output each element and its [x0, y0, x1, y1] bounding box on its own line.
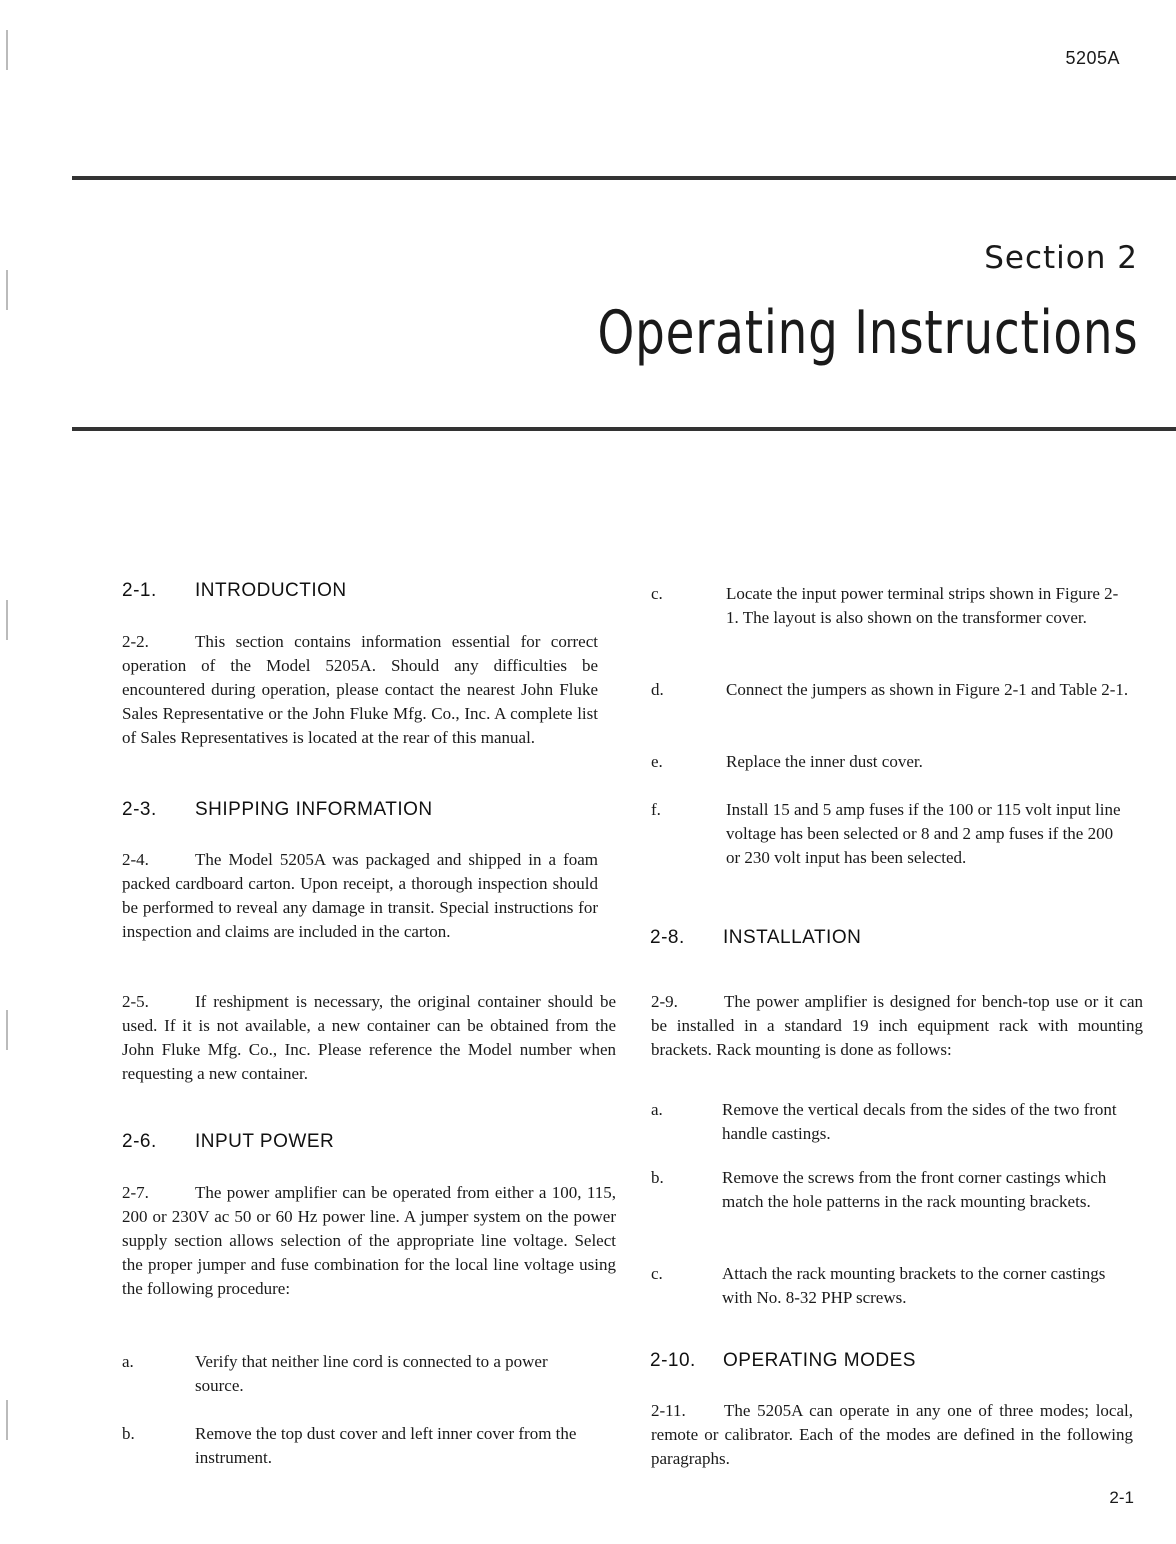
rack-step-b: b. Remove the screws from the front corner castings which match the hole patterns in the rack mounting brackets. [651, 1168, 1107, 1211]
rack-step-c: c. Attach the rack mounting brackets to the corner castings with No. 8-32 PHP screws. [651, 1264, 1106, 1307]
paragraph-2-5: 2-5. If reshipment is necessary, the original container should be used. If it is not available, a new container can be obtained from the John Fluke Mfg. Co., Inc. Please reference the Model number when requesting a new container. [122, 992, 616, 1083]
page-number: 2-1 [1109, 1488, 1134, 1507]
header-rule [72, 176, 1176, 180]
margin-mark [6, 1010, 8, 1050]
rack-step-a: a. Remove the vertical decals from the sides of the two front handle castings. [651, 1100, 1117, 1143]
title-rule [72, 427, 1176, 431]
step-d: d. Connect the jumpers as shown in Figure 2-1 and Table 2-1. [651, 680, 1129, 699]
step-f: f. Install 15 and 5 amp fuses if the 100 or 115 volt input line voltage has been selected or 8 and 2 amp fuses if the 200 or 230 volt input has been selected. [651, 800, 1121, 867]
paragraph-2-11: 2-11. The 5205A can operate in any one of three modes; local, remote or calibrator. Each of the modes are defined in the following paragraphs. [651, 1401, 1133, 1468]
heading-2-10: 2-10. OPERATING MODES [650, 1350, 916, 1371]
heading-2-1: 2-1. INTRODUCTION [122, 580, 347, 601]
margin-mark [6, 600, 8, 640]
paragraph-2-4: 2-4. The Model 5205A was packaged and shipped in a foam packed cardboard carton. Upon receipt, a thorough inspection should be performed to reveal any damage in transit. Special instructions for inspection and claims are included in the carton. [122, 850, 598, 941]
heading-2-8: 2-8. INSTALLATION [650, 927, 862, 948]
margin-mark [6, 270, 8, 310]
paragraph-2-2: 2-2. This section contains information essential for correct operation of the Model 5205A. Should any difficulties be encountered during operation, please contact the nearest John Fluke Sales Representative or the John Fluke Mfg. Co., Inc. A complete list of Sales Representatives is located at the rear of this manual. [122, 632, 598, 747]
margin-mark [6, 1400, 8, 1440]
heading-2-3: 2-3. SHIPPING INFORMATION [122, 799, 433, 820]
section-number: Section 2 [984, 240, 1138, 276]
section-title: Operating Instructions [597, 298, 1138, 368]
step-c: c. Locate the input power terminal strips shown in Figure 2-1. The layout is also shown on the transformer cover. [651, 584, 1119, 627]
step-a: a. Verify that neither line cord is connected to a power source. [122, 1352, 548, 1395]
step-e: e. Replace the inner dust cover. [651, 752, 923, 771]
paragraph-2-7: 2-7. The power amplifier can be operated from either a 100, 115, 200 or 230V ac 50 or 60 Hz power line. A jumper system on the power supply section allows selection of the appropriate line voltage. Select the proper jumper and fuse combination for the local line voltage using the following procedure: [122, 1183, 616, 1298]
heading-2-6: 2-6. INPUT POWER [122, 1131, 335, 1152]
paragraph-2-9: 2-9. The power amplifier is designed for bench-top use or it can be installed in a standard 19 inch equipment rack with mounting brackets. Rack mounting is done as follows: [651, 992, 1143, 1059]
model-number: 5205A [1065, 48, 1120, 68]
margin-mark [6, 30, 8, 70]
step-b: b. Remove the top dust cover and left inner cover from the instrument. [122, 1424, 577, 1467]
